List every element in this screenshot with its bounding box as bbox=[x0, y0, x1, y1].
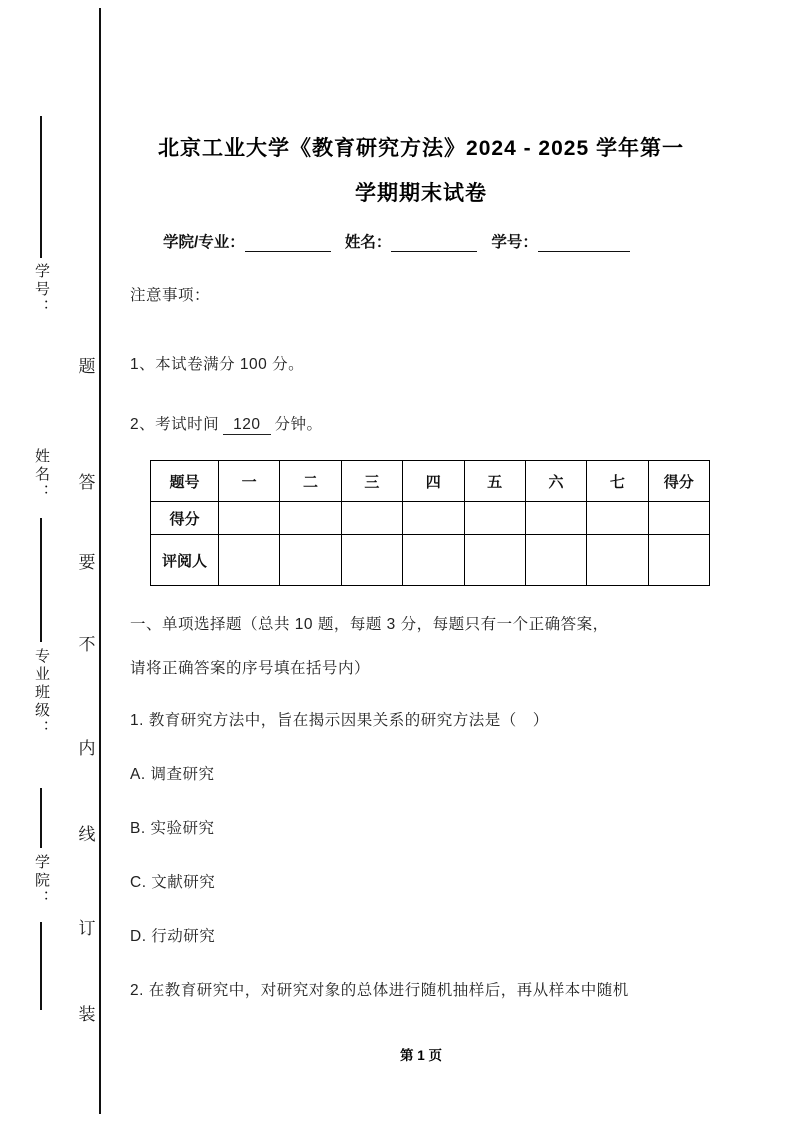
score-table-col-header: 五 bbox=[464, 461, 525, 502]
score-table-col-header: 七 bbox=[587, 461, 648, 502]
score-table-header-row bbox=[151, 461, 710, 502]
reviewer-cell bbox=[464, 535, 525, 586]
notice-item-1: 1、本试卷满分 100 分。 bbox=[130, 356, 305, 373]
exam-title bbox=[115, 126, 727, 216]
student-id-blank-line bbox=[40, 116, 42, 258]
score-cell bbox=[464, 502, 525, 535]
section-one-heading-line1: 一、单项选择题（总共 10 题，每题 3 分，每题只有一个正确答案， bbox=[130, 616, 609, 633]
binding-char: 要 bbox=[78, 553, 96, 572]
margin-name-label: 姓名： bbox=[33, 448, 50, 502]
binding-char: 订 bbox=[78, 919, 96, 938]
question-1-option-b: B. 实验研究 bbox=[130, 820, 215, 837]
name-blank bbox=[391, 235, 477, 252]
score-row-label: 得分 bbox=[151, 502, 219, 535]
score-table bbox=[150, 460, 710, 586]
notice-item-2-suffix: 分钟。 bbox=[274, 416, 323, 433]
score-table-col-header: 一 bbox=[219, 461, 280, 502]
score-cell bbox=[525, 502, 586, 535]
reviewer-row-label: 评阅人 bbox=[151, 535, 219, 586]
reviewer-cell bbox=[525, 535, 586, 586]
score-cell bbox=[587, 502, 648, 535]
reviewer-cell bbox=[587, 535, 648, 586]
score-table-col-header: 三 bbox=[341, 461, 402, 502]
binding-char: 内 bbox=[78, 739, 96, 758]
margin-major-class-label: 专业班级： bbox=[33, 648, 50, 738]
binding-char: 题 bbox=[78, 357, 96, 376]
reviewer-cell bbox=[219, 535, 280, 586]
question-1-option-c: C. 文献研究 bbox=[130, 874, 216, 891]
reviewer-cell bbox=[648, 535, 709, 586]
score-table-corner-cell: 题号 bbox=[151, 461, 219, 502]
binding-separator-line bbox=[99, 8, 101, 1114]
binding-char: 答 bbox=[78, 473, 96, 492]
notice-item-2-prefix: 2、考试时间 bbox=[130, 416, 220, 433]
section-one-heading-line2: 请将正确答案的序号填在括号内） bbox=[130, 660, 371, 677]
notice-item-2 bbox=[130, 412, 323, 435]
reviewer-cell bbox=[280, 535, 341, 586]
exam-title-line1: 北京工业大学《教育研究方法》2024 - 2025 学年第一 bbox=[158, 137, 684, 160]
notice-heading: 注意事项： bbox=[130, 287, 211, 304]
question-1-option-d: D. 行动研究 bbox=[130, 928, 216, 945]
student-info-line bbox=[163, 230, 630, 252]
score-table-reviewer-row bbox=[151, 535, 710, 586]
score-table-col-header: 得分 bbox=[648, 461, 709, 502]
margin-college-label: 学院： bbox=[33, 854, 50, 908]
name-blank-line bbox=[40, 518, 42, 642]
binding-char: 不 bbox=[78, 635, 96, 654]
score-cell bbox=[648, 502, 709, 535]
reviewer-cell bbox=[341, 535, 402, 586]
page-number: 第 1 页 bbox=[399, 1048, 442, 1063]
score-cell bbox=[341, 502, 402, 535]
score-cell bbox=[219, 502, 280, 535]
college-major-label: 学院/专业： bbox=[163, 234, 245, 251]
binding-char: 装 bbox=[78, 1005, 96, 1024]
question-2-text: 2. 在教育研究中，对研究对象的总体进行随机抽样后，再从样本中随机 bbox=[130, 982, 629, 999]
question-1-option-a: A. 调查研究 bbox=[130, 766, 215, 783]
exam-title-line2: 学期期末试卷 bbox=[355, 182, 487, 205]
score-table-score-row bbox=[151, 502, 710, 535]
student-id-label: 学号： bbox=[491, 234, 538, 251]
name-label: 姓名： bbox=[344, 234, 392, 251]
college-blank-line bbox=[40, 922, 42, 1010]
score-cell bbox=[403, 502, 464, 535]
binding-char: 线 bbox=[78, 825, 96, 844]
question-1-text: 1. 教育研究方法中，旨在揭示因果关系的研究方法是（ ） bbox=[130, 712, 549, 729]
score-table-col-header: 二 bbox=[280, 461, 341, 502]
exam-duration-value: 120 bbox=[223, 416, 270, 435]
score-table-col-header: 四 bbox=[403, 461, 464, 502]
score-cell bbox=[280, 502, 341, 535]
margin-student-id-label: 学号： bbox=[33, 263, 50, 317]
student-id-blank bbox=[538, 235, 630, 252]
score-table-col-header: 六 bbox=[525, 461, 586, 502]
major-class-blank-line bbox=[40, 788, 42, 848]
college-major-blank bbox=[245, 235, 331, 252]
reviewer-cell bbox=[403, 535, 464, 586]
